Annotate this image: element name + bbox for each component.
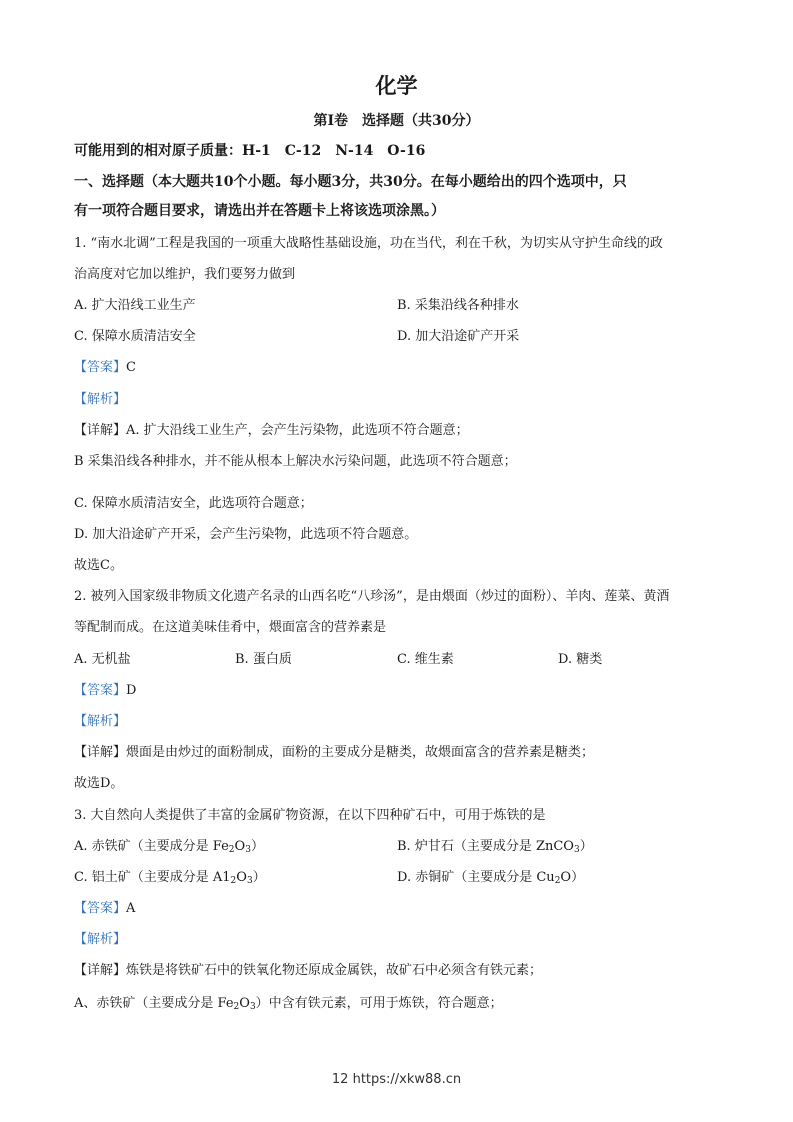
q1-conclusion: 故选C。 [74, 558, 123, 573]
q2-option-b: B. 蛋白质 [235, 652, 292, 667]
answer-tag: 【答案】 [74, 683, 127, 698]
q2-answer: D [126, 683, 137, 698]
q3-option-a: A. 赤铁矿（主要成分是 $Fe_2O_3$） [74, 839, 264, 855]
q2-stem-line2: 等配制而成。在这道美味佳肴中，煨面富含的营养素是 [74, 620, 387, 635]
page-title: 化学 [375, 73, 418, 98]
q1-stem-line2: 治高度对它加以维护，我们要努力做到 [74, 267, 296, 282]
q3-option-b: B. 炉甘石（主要成分是 ZnCO$_3$） [397, 839, 593, 855]
q1-answer: C [126, 360, 136, 375]
q1-detail-row1 [74, 423, 469, 439]
atomic-masses: 可能用到的相对原子质量：H-1 C-12 N-14 O-16 [74, 143, 426, 159]
analysis-tag: 【解析】 [74, 392, 127, 407]
q1-answer-row [74, 360, 136, 376]
q3-detail-1: 炼铁是将铁矿石中的铁氧化物还原成金属铁，故矿石中必须含有铁元素； [126, 963, 543, 978]
q1-detail-3: C. 保障水质清洁安全，此选项符合题意； [74, 496, 313, 511]
section-subtitle: 第Ⅰ卷 选择题（共30分） [313, 113, 480, 129]
q1-analysis-row [74, 392, 126, 408]
q3-detail-2: A、赤铁矿（主要成分是 $Fe_2O_3$）中含有铁元素，可用于炼铁，符合题意； [74, 996, 503, 1012]
detail-tag: 【详解】 [74, 963, 127, 978]
q3-stem-line1: 3. 大自然向人类提供了丰富的金属矿物资源，在以下四种矿石中，可用于炼铁的是 [74, 808, 546, 823]
answer-tag: 【答案】 [74, 901, 127, 916]
q1-option-a: A. 扩大沿线工业生产 [74, 298, 196, 313]
answer-tag: 【答案】 [74, 360, 127, 375]
q1-option-d: D. 加大沿途矿产开采 [397, 329, 520, 344]
q2-answer-row [74, 683, 136, 699]
q1-detail-1: A. 扩大沿线工业生产，会产生污染物，此选项不符合题意； [126, 423, 469, 438]
q1-option-b: B. 采集沿线各种排水 [397, 298, 519, 313]
q1-stem-line1: 1. “南水北调”工程是我国的一项重大战略性基础设施，功在当代，利在千秋，为切实从守护生命线的政 [74, 236, 663, 251]
q3-option-d: D. 赤铜矿（主要成分是 $Cu_2O$） [397, 870, 585, 886]
q2-option-c: C. 维生素 [397, 652, 454, 667]
q2-conclusion: 故选D。 [74, 776, 124, 791]
q3-answer-row [74, 901, 135, 917]
q2-option-d: D. 糖类 [558, 652, 603, 667]
q3-detail-row1 [74, 963, 542, 979]
q3-analysis-row [74, 932, 126, 948]
q1-option-c: C. 保障水质清洁安全 [74, 329, 196, 344]
section-instructions-line1: 一、选择题（本大题共10个小题。每小题3分，共30分。在每小题给出的四个选项中，只 [74, 174, 627, 190]
q2-option-a: A. 无机盐 [74, 652, 131, 667]
detail-tag: 【详解】 [74, 423, 127, 438]
page-footer: 12 https://xkw88.cn [331, 1072, 462, 1087]
q3-answer: A [126, 901, 136, 916]
q3-option-c: C. 铝土矿（主要成分是 $A1_2O_3$） [74, 870, 266, 886]
q2-analysis-row [74, 714, 126, 730]
q1-detail-2: B 采集沿线各种排水，并不能从根本上解决水污染问题，此选项不符合题意； [74, 454, 517, 469]
detail-tag: 【详解】 [74, 745, 127, 760]
analysis-tag: 【解析】 [74, 932, 127, 947]
analysis-tag: 【解析】 [74, 714, 127, 729]
q2-stem-line1: 2. 被列入国家级非物质文化遗产名录的山西名吃“八珍汤”，是由煨面（炒过的面粉）、羊肉、莲菜、黄酒 [74, 589, 670, 604]
q2-detail-1: 煨面是由炒过的面粉制成，面粉的主要成分是糖类，故煨面富含的营养素是糖类； [126, 745, 595, 760]
q2-detail-row1 [74, 745, 594, 761]
q1-detail-4: D. 加大沿途矿产开采，会产生污染物，此选项不符合题意。 [74, 527, 418, 542]
section-instructions-line2: 有一项符合题目要求，请选出并在答题卡上将该选项涂黑。） [74, 203, 445, 219]
